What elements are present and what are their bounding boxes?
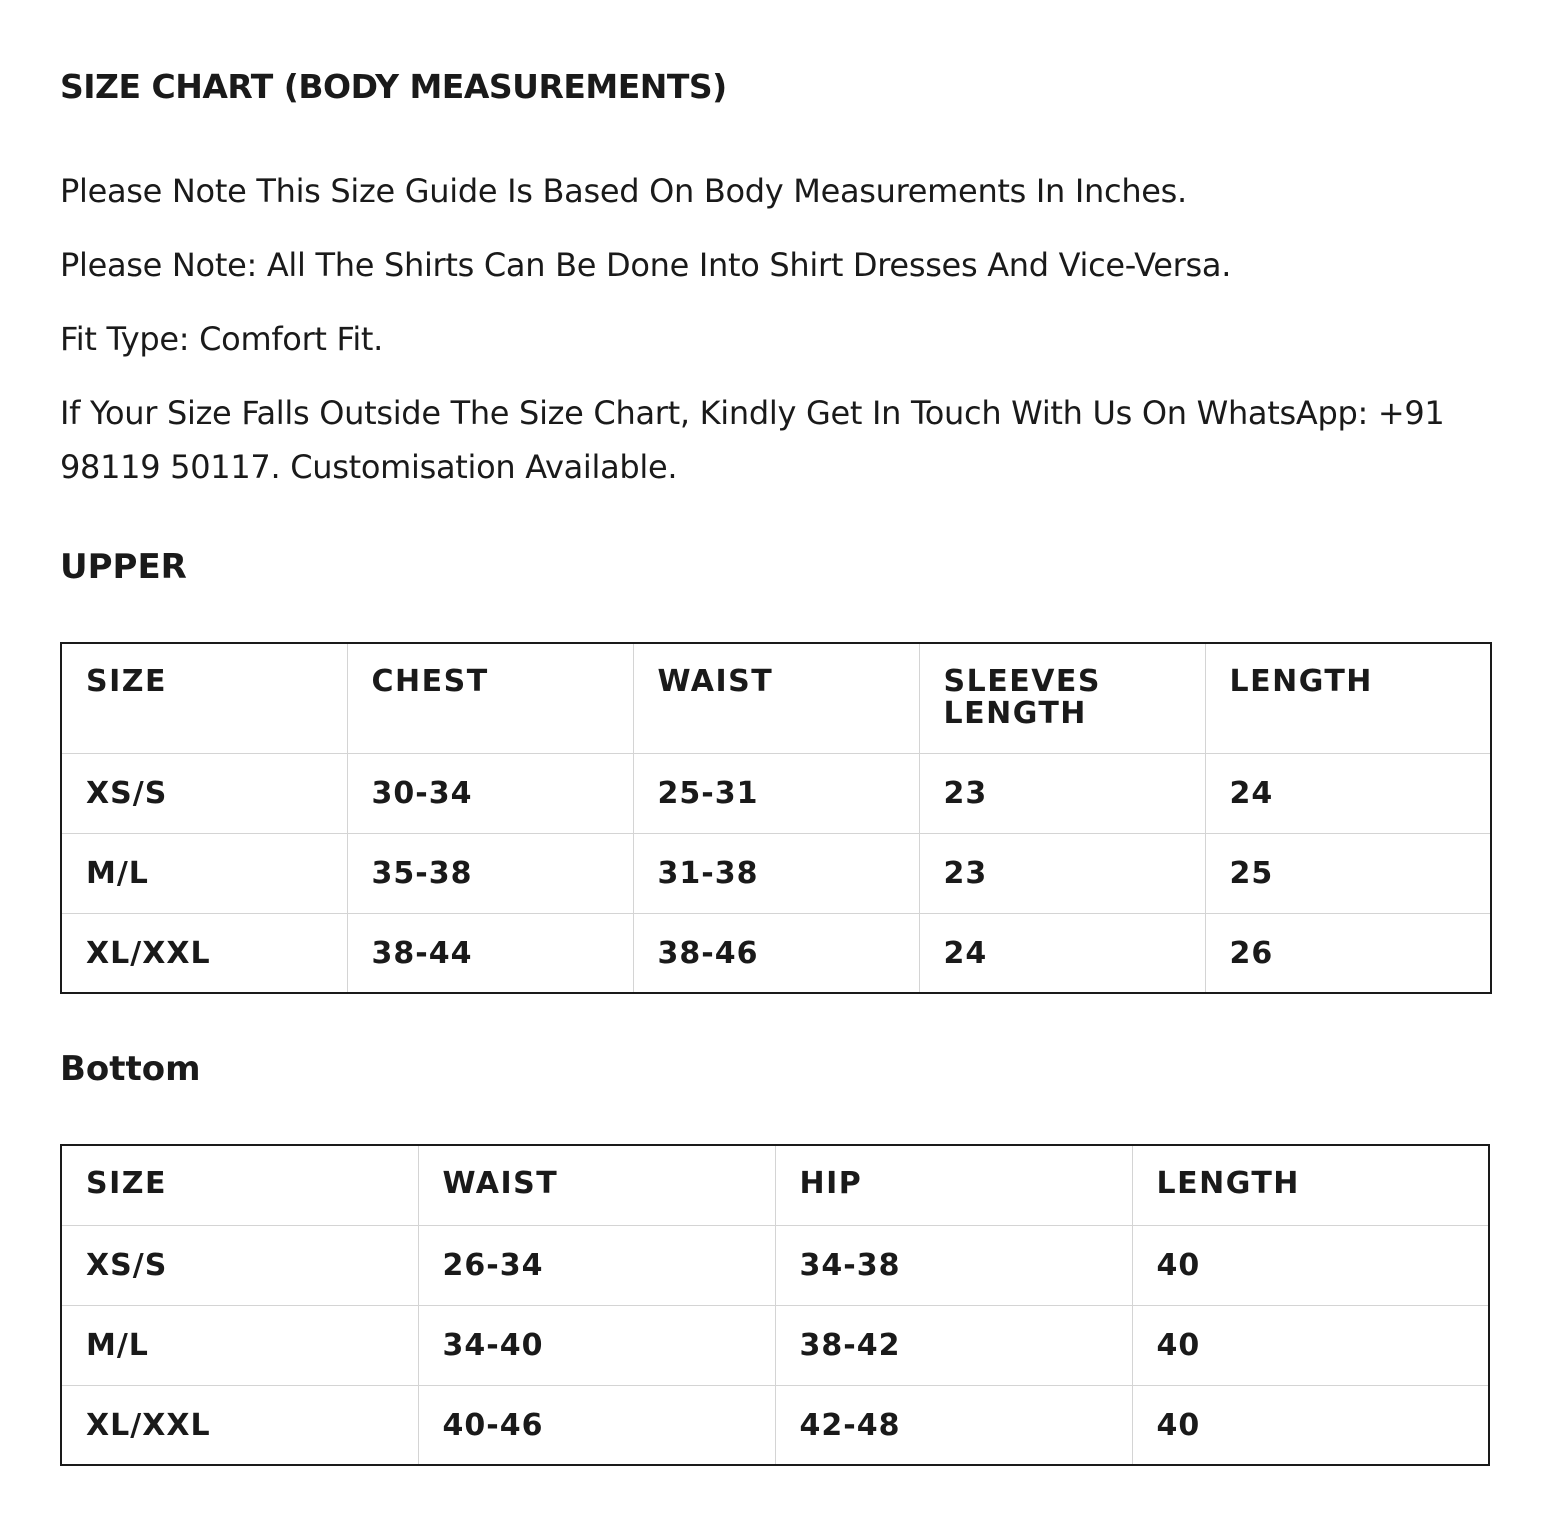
cell-size: M/L (61, 1305, 418, 1385)
table-header-row (61, 643, 1491, 753)
cell-waist: 26-34 (418, 1225, 775, 1305)
table-row (61, 753, 1491, 833)
column-header-hip: HIP (775, 1145, 1132, 1225)
note-shirt-dresses: Please Note: All The Shirts Can Be Done Into Shirt Dresses And Vice-Versa. (60, 246, 1232, 284)
column-header-length: LENGTH (1205, 643, 1491, 753)
column-header-length: LENGTH (1132, 1145, 1489, 1225)
column-header-size: SIZE (61, 1145, 418, 1225)
upper-size-table (60, 642, 1492, 994)
cell-waist: 31-38 (633, 833, 919, 913)
upper-heading: UPPER (60, 547, 187, 587)
cell-size: XL/XXL (61, 1385, 418, 1465)
cell-length: 40 (1132, 1225, 1489, 1305)
size-notes (60, 164, 1460, 514)
table-row (61, 1225, 1489, 1305)
cell-sleeves-length: 23 (919, 753, 1205, 833)
column-header-waist: WAIST (633, 643, 919, 753)
column-header-waist: WAIST (418, 1145, 775, 1225)
table-row (61, 1305, 1489, 1385)
cell-length: 40 (1132, 1305, 1489, 1385)
cell-hip: 42-48 (775, 1385, 1132, 1465)
note-contact-whatsapp: If Your Size Falls Outside The Size Chart, Kindly Get In Touch With Us On WhatsApp: +91 98119 50117. Customisation Available. (60, 394, 1445, 486)
note-fit-type: Fit Type: Comfort Fit. (60, 320, 384, 358)
cell-size: M/L (61, 833, 347, 913)
bottom-size-table (60, 1144, 1490, 1466)
cell-waist: 25-31 (633, 753, 919, 833)
column-header-chest: CHEST (347, 643, 633, 753)
table-row (61, 833, 1491, 913)
cell-hip: 38-42 (775, 1305, 1132, 1385)
cell-chest: 38-44 (347, 913, 633, 993)
cell-size: XS/S (61, 1225, 418, 1305)
cell-chest: 35-38 (347, 833, 633, 913)
note-body-measurements: Please Note This Size Guide Is Based On Body Measurements In Inches. (60, 172, 1187, 210)
cell-size: XL/XXL (61, 913, 347, 993)
cell-size: XS/S (61, 753, 347, 833)
table-row (61, 1385, 1489, 1465)
column-header-sleeves-length: SLEEVES LENGTH (919, 643, 1205, 753)
cell-length: 25 (1205, 833, 1491, 913)
cell-length: 26 (1205, 913, 1491, 993)
cell-sleeves-length: 24 (919, 913, 1205, 993)
cell-chest: 30-34 (347, 753, 633, 833)
cell-length: 40 (1132, 1385, 1489, 1465)
table-header-row (61, 1145, 1489, 1225)
cell-sleeves-length: 23 (919, 833, 1205, 913)
page-title: SIZE CHART (BODY MEASUREMENTS) (60, 67, 727, 106)
bottom-heading: Bottom (60, 1049, 201, 1089)
cell-waist: 40-46 (418, 1385, 775, 1465)
cell-waist: 34-40 (418, 1305, 775, 1385)
table-row (61, 913, 1491, 993)
cell-hip: 34-38 (775, 1225, 1132, 1305)
cell-length: 24 (1205, 753, 1491, 833)
cell-waist: 38-46 (633, 913, 919, 993)
column-header-size: SIZE (61, 643, 347, 753)
